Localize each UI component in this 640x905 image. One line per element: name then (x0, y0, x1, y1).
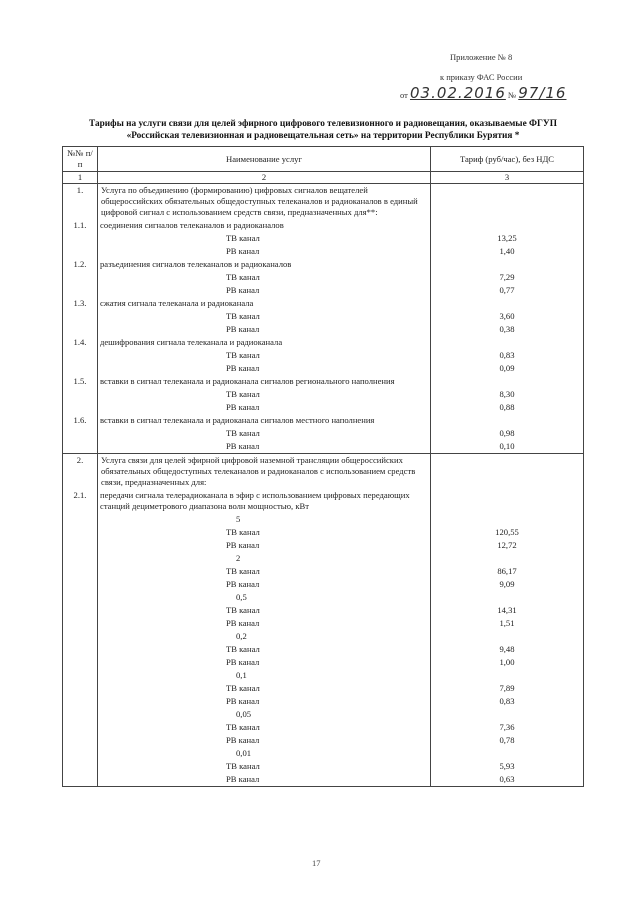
row-tariff: 0,38 (431, 323, 584, 336)
table-row (63, 184, 584, 220)
row-tariff: 7,29 (431, 271, 584, 284)
table-row (63, 388, 584, 401)
row-num (63, 271, 98, 284)
row-num (63, 695, 98, 708)
table-row (63, 539, 584, 552)
handwritten-number: 97/16 (518, 84, 567, 102)
row-num (63, 552, 98, 565)
row-name: ТВ канал (98, 271, 431, 284)
row-tariff: 86,17 (431, 565, 584, 578)
row-name: разъединения сигналов телеканалов и радиоканалов (98, 258, 431, 271)
row-name: ТВ канал (98, 427, 431, 440)
row-name: дешифрования сигнала телеканала и радиоканала (98, 336, 431, 349)
row-tariff (431, 454, 584, 490)
row-tariff: 8,30 (431, 388, 584, 401)
table-row (63, 427, 584, 440)
row-tariff (431, 591, 584, 604)
table-row (63, 513, 584, 526)
row-name: вставки в сигнал телеканала и радиоканала сигналов местного наполнения (98, 414, 431, 427)
row-num (63, 539, 98, 552)
row-name: Услуга связи для целей эфирной цифровой наземной трансляции общероссийских обязательных общедоступных телеканалов и радиоканалов с использованием средств связи, предназначенных для: (98, 454, 431, 490)
row-tariff (431, 747, 584, 760)
row-num (63, 578, 98, 591)
row-name: ТВ канал (98, 721, 431, 734)
table-row (63, 323, 584, 336)
table-row (63, 375, 584, 388)
row-name: ТВ канал (98, 760, 431, 773)
table-row (63, 591, 584, 604)
row-num (63, 362, 98, 375)
row-name: 0,05 (98, 708, 431, 721)
row-num: 1.2. (63, 258, 98, 271)
row-num (63, 427, 98, 440)
row-name: ТВ канал (98, 682, 431, 695)
row-tariff (431, 184, 584, 220)
table-row (63, 643, 584, 656)
row-name: РВ канал (98, 539, 431, 552)
table-row (63, 630, 584, 643)
row-num (63, 734, 98, 747)
row-name: ТВ канал (98, 526, 431, 539)
row-num (63, 747, 98, 760)
row-tariff (431, 552, 584, 565)
row-name: РВ канал (98, 656, 431, 669)
row-num (63, 604, 98, 617)
table-row (63, 349, 584, 362)
row-tariff: 7,36 (431, 721, 584, 734)
row-name: Услуга по объединению (формированию) цифровых сигналов вещателей общероссийских обязательных общедоступных телеканалов и радиоканалов в единый цифровой сигнал с использованием средств связи, предназначенных для**: (98, 184, 431, 220)
row-tariff: 5,93 (431, 760, 584, 773)
row-num: 2. (63, 454, 98, 490)
table-row (63, 773, 584, 787)
document-title (68, 118, 578, 142)
row-num (63, 708, 98, 721)
row-name: ТВ канал (98, 310, 431, 323)
row-name: РВ канал (98, 695, 431, 708)
row-num (63, 617, 98, 630)
row-name: 0,2 (98, 630, 431, 643)
row-num (63, 591, 98, 604)
order-date-line (400, 84, 566, 102)
col-number-1: 1 (63, 172, 98, 184)
row-name: РВ канал (98, 773, 431, 787)
table-row (63, 245, 584, 258)
table-row (63, 440, 584, 454)
table-row (63, 310, 584, 323)
row-name: РВ канал (98, 362, 431, 375)
row-num: 1.6. (63, 414, 98, 427)
row-tariff (431, 219, 584, 232)
row-tariff (431, 336, 584, 349)
row-num: 1.4. (63, 336, 98, 349)
title-line-1: Тарифы на услуги связи для целей эфирного цифрового телевизионного и радиовещания, оказываемые ФГУП (89, 119, 557, 129)
row-name: ТВ канал (98, 349, 431, 362)
row-name: ТВ канал (98, 388, 431, 401)
row-num (63, 310, 98, 323)
row-num: 1. (63, 184, 98, 220)
col-number-2: 2 (98, 172, 431, 184)
row-tariff: 12,72 (431, 539, 584, 552)
page-number: 17 (312, 858, 321, 868)
date-prefix: от (400, 90, 408, 100)
order-reference: к приказу ФАС России (440, 72, 523, 82)
table-row (63, 760, 584, 773)
table-row (63, 565, 584, 578)
row-num: 2.1. (63, 489, 98, 513)
table-row (63, 656, 584, 669)
row-name: РВ канал (98, 401, 431, 414)
row-tariff: 0,78 (431, 734, 584, 747)
table-row (63, 721, 584, 734)
row-num: 1.3. (63, 297, 98, 310)
row-tariff: 14,31 (431, 604, 584, 617)
table-row (63, 747, 584, 760)
handwritten-date: 03.02.2016 (409, 84, 506, 102)
row-num (63, 630, 98, 643)
header-tariff: Тариф (руб/час), без НДС (431, 147, 584, 172)
table-row (63, 258, 584, 271)
row-tariff: 1,40 (431, 245, 584, 258)
row-name: передачи сигнала телерадиоканала в эфир с использованием цифровых передающих станций дециметрового диапазона волн мощностью, кВт (98, 489, 431, 513)
row-num: 1.5. (63, 375, 98, 388)
row-tariff (431, 630, 584, 643)
table-row (63, 526, 584, 539)
row-num (63, 323, 98, 336)
row-tariff: 0,63 (431, 773, 584, 787)
row-num: 1.1. (63, 219, 98, 232)
row-name: сжатия сигнала телеканала и радиоканала (98, 297, 431, 310)
table-row (63, 604, 584, 617)
row-num (63, 440, 98, 454)
row-num (63, 513, 98, 526)
row-name: РВ канал (98, 617, 431, 630)
row-tariff: 1,51 (431, 617, 584, 630)
row-tariff (431, 708, 584, 721)
table-row (63, 695, 584, 708)
row-num (63, 721, 98, 734)
table-row (63, 578, 584, 591)
row-name: 5 (98, 513, 431, 526)
row-num (63, 760, 98, 773)
table-row (63, 734, 584, 747)
table-row (63, 284, 584, 297)
row-name: РВ канал (98, 734, 431, 747)
table-header-row (63, 147, 584, 172)
row-tariff: 0,09 (431, 362, 584, 375)
table-row (63, 617, 584, 630)
table-row (63, 708, 584, 721)
table-row (63, 682, 584, 695)
row-tariff (431, 513, 584, 526)
row-num (63, 388, 98, 401)
row-num (63, 245, 98, 258)
table-row (63, 232, 584, 245)
row-name: РВ канал (98, 245, 431, 258)
row-name: 0,1 (98, 669, 431, 682)
row-num (63, 232, 98, 245)
row-tariff: 13,25 (431, 232, 584, 245)
table-row (63, 414, 584, 427)
row-tariff (431, 489, 584, 513)
row-tariff: 0,83 (431, 349, 584, 362)
row-name: вставки в сигнал телеканала и радиоканала сигналов регионального наполнения (98, 375, 431, 388)
row-tariff (431, 375, 584, 388)
table-row (63, 669, 584, 682)
row-name: РВ канал (98, 284, 431, 297)
col-number-3: 3 (431, 172, 584, 184)
row-name: ТВ канал (98, 604, 431, 617)
row-num (63, 284, 98, 297)
row-name: 0,5 (98, 591, 431, 604)
row-tariff: 120,55 (431, 526, 584, 539)
header-num: №№ п/п (63, 147, 98, 172)
header-name: Наименование услуг (98, 147, 431, 172)
row-name: РВ канал (98, 578, 431, 591)
table-row (63, 401, 584, 414)
appendix-label: Приложение № 8 (450, 52, 513, 62)
table-row (63, 489, 584, 513)
row-name: 0,01 (98, 747, 431, 760)
row-tariff: 3,60 (431, 310, 584, 323)
row-num (63, 643, 98, 656)
row-tariff: 0,77 (431, 284, 584, 297)
number-prefix: № (508, 90, 517, 100)
row-tariff: 9,48 (431, 643, 584, 656)
column-numbers-row (63, 172, 584, 184)
row-tariff: 1,00 (431, 656, 584, 669)
tariff-table (62, 146, 584, 787)
table-row (63, 552, 584, 565)
table-row (63, 297, 584, 310)
row-num (63, 682, 98, 695)
row-tariff: 7,89 (431, 682, 584, 695)
row-num (63, 349, 98, 362)
row-tariff: 0,83 (431, 695, 584, 708)
row-tariff (431, 669, 584, 682)
table-row (63, 362, 584, 375)
row-num (63, 526, 98, 539)
row-tariff (431, 414, 584, 427)
row-tariff: 0,10 (431, 440, 584, 454)
table-row (63, 336, 584, 349)
row-name: РВ канал (98, 323, 431, 336)
row-num (63, 773, 98, 787)
row-tariff: 0,98 (431, 427, 584, 440)
row-name: ТВ канал (98, 565, 431, 578)
row-tariff (431, 258, 584, 271)
row-name: соединения сигналов телеканалов и радиоканалов (98, 219, 431, 232)
row-num (63, 401, 98, 414)
table-row (63, 271, 584, 284)
row-name: РВ канал (98, 440, 431, 454)
row-num (63, 565, 98, 578)
row-tariff (431, 297, 584, 310)
table-row (63, 454, 584, 490)
row-tariff: 9,09 (431, 578, 584, 591)
title-line-2: «Российская телевизионная и радиовещательная сеть» на территории Республики Бурятия * (126, 131, 520, 141)
row-tariff: 0,88 (431, 401, 584, 414)
row-num (63, 656, 98, 669)
row-name: ТВ канал (98, 232, 431, 245)
table-row (63, 219, 584, 232)
row-name: ТВ канал (98, 643, 431, 656)
row-num (63, 669, 98, 682)
row-name: 2 (98, 552, 431, 565)
